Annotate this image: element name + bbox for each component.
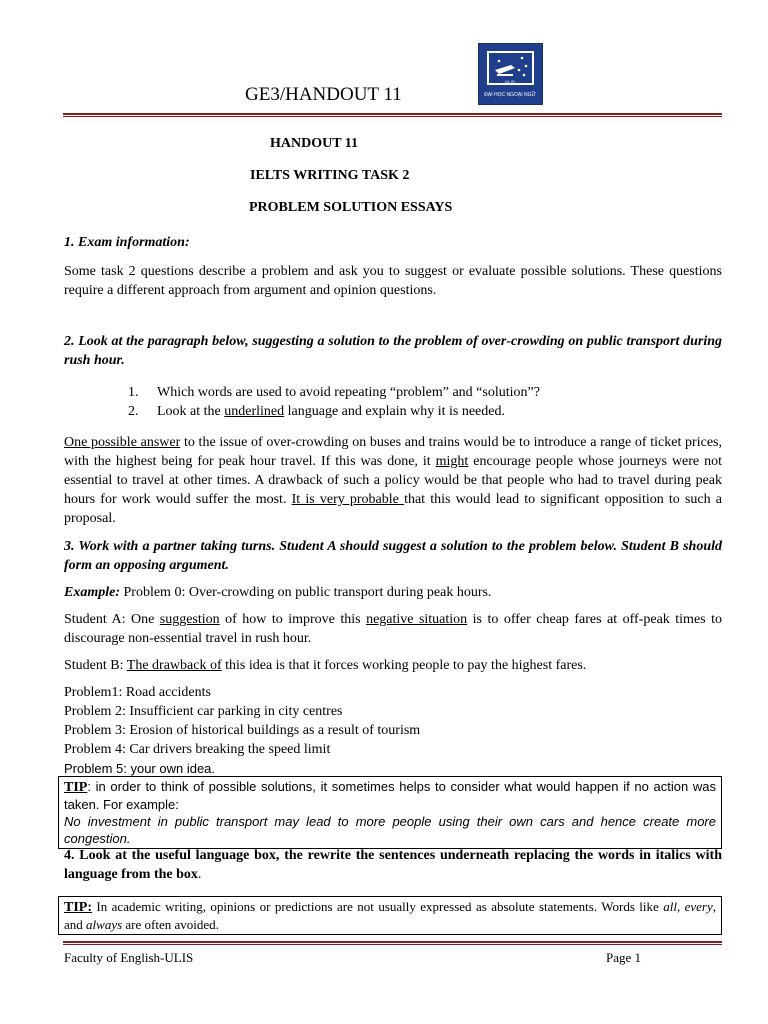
title-handout: HANDOUT 11 [270, 136, 359, 151]
section3-heading: 3. Work with a partner taking turns. Student A should suggest a solution to the problem below. Student B should form an opposing argument. [64, 539, 722, 573]
question-2: 2. Look at the underlined language and explain why it is needed. [128, 404, 505, 419]
footer-faculty: Faculty of English-ULIS [64, 950, 194, 965]
example-line: Example: Problem 0: Over-crowding on public transport during peak hours. [64, 585, 492, 600]
page-header-title: GE3/HANDOUT 11 [245, 84, 402, 105]
footer-rule-thin [63, 944, 722, 945]
section2-heading: 2. Look at the paragraph below, suggesting a solution to the problem of over-crowding on public transport during rush hour. [64, 334, 722, 368]
section4-heading: 4. Look at the useful language box, the rewrite the sentences underneath replacing the words in italics with language from the box. [64, 848, 722, 882]
section2-paragraph: One possible answer to the issue of over-crowding on buses and trains would be to introduce a range of ticket prices, with the highest being for peak hour travel. If this was done, it might encourage people whose journeys were not essential to travel at other times. A drawback of such a policy would be that people who had to travel during peak hours for work would suffer the most. It is very probable that this would lead to significant opposition to such a proposal. [64, 435, 722, 526]
student-b-line: Student B: The drawback of this idea is that it forces working people to pay the highest fares. [64, 658, 587, 673]
title-task: IELTS WRITING TASK 2 [250, 168, 410, 183]
title-essay-type: PROBLEM SOLUTION ESSAYS [249, 200, 453, 215]
footer-rule [63, 941, 722, 943]
problem-list [64, 683, 722, 778]
tip-box-2: TIP: In academic writing, opinions or predictions are not usually expressed as absolute statements. Words like all, every, and always are often avoided. [58, 896, 722, 935]
problem-item: Problem1: Road accidents [64, 685, 211, 700]
question-1: 1. Which words are used to avoid repeating “problem” and “solution”? [128, 385, 540, 400]
footer-page-number: Page 1 [606, 950, 642, 965]
problem-item: Problem 2: Insufficient car parking in city centres [64, 704, 343, 719]
logo-text: ĐẠI HỌC NGOẠI NGỮ [484, 92, 536, 98]
section2-questions [128, 383, 722, 421]
student-a-line: Student A: One suggestion of how to improve this negative situation is to offer cheap fares at off-peak times to discourage non-essential travel in rush hour. [64, 612, 722, 646]
header-rule-thin [63, 116, 722, 117]
logo-abbr: ULIS [505, 79, 515, 84]
problem-item: Problem 4: Car drivers breaking the speed limit [64, 742, 331, 757]
section1-body: Some task 2 questions describe a problem and ask you to suggest or evaluate possible solutions. These questions require a different approach from argument and opinion questions. [64, 264, 722, 298]
section1-heading: 1. Exam information: [64, 235, 190, 250]
tip-box-1: TIP: in order to think of possible solutions, it sometimes helps to consider what would happen if no action was taken. For example: No investment in public transport may lead to more people using their own cars and hence create more congestion. [58, 776, 722, 849]
header-rule [63, 113, 722, 115]
problem-item: Problem 5: your own idea. [64, 761, 216, 776]
problem-item: Problem 3: Erosion of historical buildings as a result of tourism [64, 723, 421, 738]
